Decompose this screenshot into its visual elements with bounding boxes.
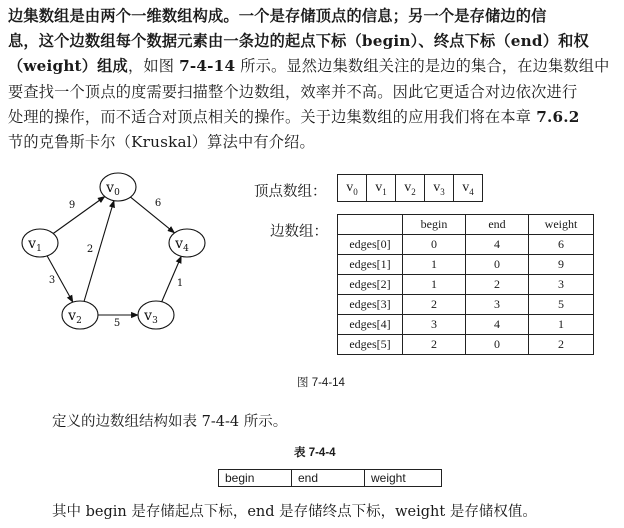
edge-table-cell: 4 <box>466 235 529 255</box>
edge-weight-label: 5 <box>113 318 121 329</box>
vertex-letter: v <box>433 179 441 195</box>
edge-weight-label: 3 <box>48 275 56 286</box>
paragraph-text-run: begin <box>361 32 411 51</box>
vertex-letter: v <box>346 179 354 195</box>
node-label-letter: v <box>28 236 37 252</box>
paragraph-line <box>8 80 618 105</box>
edge-table-cell: edges[4] <box>338 315 403 335</box>
edge-table-cell: 0 <box>466 255 529 275</box>
graph-edge-v0-v4 <box>130 197 174 233</box>
paragraph-line <box>8 29 618 54</box>
paragraph-text-run: ）、终点下标（ <box>410 32 511 51</box>
paragraph-line <box>8 105 618 130</box>
edge-table-cell: 0 <box>403 235 466 255</box>
vertex-array-label: 顶点数组： <box>254 184 327 200</box>
footer-text: 其中 begin 是存储起点下标，end 是存储终点下标，weight 是存储权值。 <box>52 504 537 520</box>
edge-table-cell: 3 <box>466 295 529 315</box>
node-label-subscript: 3 <box>152 316 158 326</box>
edge-table-cell: 1 <box>529 315 594 335</box>
edge-table-cell: 3 <box>403 315 466 335</box>
vertex-array-table <box>337 174 483 202</box>
graph-figure <box>20 168 230 338</box>
vertex-subscript: 3 <box>440 186 445 197</box>
table-caption: 表 7-4-4 <box>294 447 336 459</box>
vertex-subscript: 4 <box>469 186 474 197</box>
struct-field-weight: weight <box>365 470 442 487</box>
vertex-subscript: 1 <box>382 186 387 197</box>
paragraph-text-run: 7-4-14 <box>179 57 236 76</box>
node-label-subscript: 0 <box>114 188 120 198</box>
intro-paragraph <box>8 4 618 155</box>
paragraph-text-run: ，如图 <box>127 57 180 76</box>
paragraph-line <box>8 54 618 79</box>
edge-table-header <box>338 215 403 235</box>
paragraph-text-run: end <box>510 32 543 51</box>
paragraph-text-run: 所示。显然边集数组关注的是边的集合，在边集数组中 <box>235 57 610 76</box>
edge-table-cell: 2 <box>466 275 529 295</box>
vertex-cell <box>396 175 425 202</box>
table-row <box>338 295 594 315</box>
paragraph-text-run: 处理的操作，而不适合对顶点相关的操作。关于边集数组的应用我们将在本章 <box>8 107 537 126</box>
vertex-cell <box>425 175 454 202</box>
node-label-letter: v <box>106 180 115 196</box>
edge-table-header: weight <box>529 215 594 235</box>
paragraph-text-run: 要查找一个顶点的度需要扫描整个边数组，效率并不高。因此它更适合对边依次进行 <box>8 82 578 101</box>
graph-edge-v1-v0 <box>53 196 105 233</box>
vertex-cell <box>454 175 483 202</box>
struct-field-begin: begin <box>219 470 292 487</box>
node-label-subscript: 1 <box>36 244 42 254</box>
struct-field-end: end <box>292 470 365 487</box>
node-label-subscript: 2 <box>76 316 82 326</box>
edge-table-cell: edges[1] <box>338 255 403 275</box>
table-row <box>338 235 594 255</box>
edge-table-header: end <box>466 215 529 235</box>
edge-table-cell: 0 <box>466 335 529 355</box>
table-row <box>338 315 594 335</box>
edge-table-cell: 2 <box>403 295 466 315</box>
paragraph-text-run: ）和权 <box>542 32 589 51</box>
edge-weight-label: 9 <box>68 200 76 211</box>
node-label-letter: v <box>144 308 153 324</box>
edge-table-cell: 1 <box>403 275 466 295</box>
edge-table-cell: edges[2] <box>338 275 403 295</box>
edge-table-cell: 6 <box>529 235 594 255</box>
table-row <box>338 255 594 275</box>
edge-weight-label: 1 <box>176 278 184 289</box>
paragraph-text-run: 息，这个边数组每个数据元素由一条边的起点下标（ <box>8 32 362 51</box>
paragraph-text-run: 节的克鲁斯卡尔（Kruskal）算法中有介绍。 <box>8 133 315 152</box>
node-label-letter: v <box>175 236 184 252</box>
paragraph-text-run: （weight）组成 <box>8 57 128 76</box>
paragraph-text-run: 7.6.2 <box>536 107 580 126</box>
edge-table-cell: edges[0] <box>338 235 403 255</box>
edge-table-header: begin <box>403 215 466 235</box>
edge-table-cell: 3 <box>529 275 594 295</box>
node-label-letter: v <box>68 308 77 324</box>
vertex-subscript: 2 <box>411 186 416 197</box>
figure-caption: 图 7-4-14 <box>297 377 345 389</box>
edge-table-cell: 2 <box>529 335 594 355</box>
edge-table-cell: 4 <box>466 315 529 335</box>
edge-table-cell: 9 <box>529 255 594 275</box>
edge-table-cell: edges[3] <box>338 295 403 315</box>
edge-table-cell: 1 <box>403 255 466 275</box>
paragraph-line <box>8 130 618 155</box>
paragraph-line <box>8 4 618 29</box>
paragraph-text-run: 边集数组是由两个一维数组构成。一个是存储顶点的信息；另一个是存储边的信 <box>8 7 547 25</box>
edge-weight-label: 6 <box>154 198 162 209</box>
vertex-letter: v <box>404 179 412 195</box>
table-row <box>338 275 594 295</box>
node-label-subscript: 4 <box>183 244 189 254</box>
edge-table-cell: edges[5] <box>338 335 403 355</box>
edge-array-table <box>337 214 594 355</box>
edge-struct-table <box>218 469 442 487</box>
vertex-cell <box>338 175 367 202</box>
vertex-cell <box>367 175 396 202</box>
edge-table-cell: 5 <box>529 295 594 315</box>
edge-weight-label: 2 <box>86 244 94 255</box>
vertex-letter: v <box>462 179 470 195</box>
struct-intro-text: 定义的边数组结构如表 7-4-4 所示。 <box>52 414 288 430</box>
vertex-subscript: 0 <box>353 186 358 197</box>
edge-array-label: 边数组： <box>270 224 328 240</box>
edge-table-cell: 2 <box>403 335 466 355</box>
table-row <box>338 335 594 355</box>
vertex-letter: v <box>375 179 383 195</box>
